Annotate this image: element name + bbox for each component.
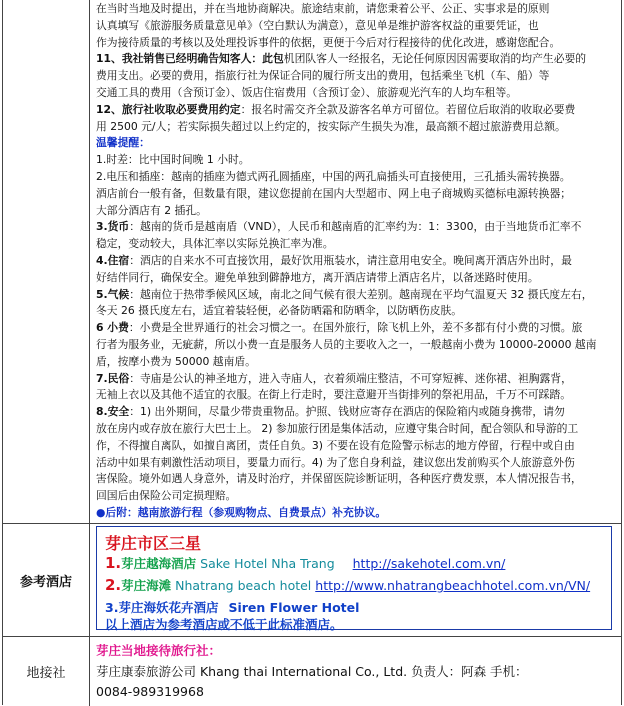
hotel-item-2 [105,576,590,594]
agency-content [90,637,621,706]
terms-section [90,0,621,523]
terms-line [96,103,613,117]
hotel-title: 芽庄市区三星 [105,534,202,553]
terms-line: 回国后由保险公司定损理赔。 [96,489,237,503]
terms-line-heading: 11、我社销售已经明确告知客人：此包 [96,52,284,66]
terms-line: 冬天 26 摄氏度左右，适宜着装轻便，必备防晒霜和防晒伞，以防晒伤皮肤。 [96,304,463,318]
terms-line: ●后附：越南旅游行程（参观购物点、自费景点）补充协议。 [96,506,387,519]
terms-line [96,372,613,386]
terms-line: 费用支出。必要的费用，指旅行社为保证合同的履行所支出的费用，包括乘坐飞机（车、船）等 [96,69,550,83]
hotel-name-en: Nhatrang beach hotel [171,578,312,593]
hotel-name-en: Siren Flower Hotel [228,600,360,615]
hotel-name-cn: 芽庄海妖花卉酒店 [118,600,219,615]
hotel-item-3 [105,598,359,616]
terms-line: 放在房内或存放在旅行大巴士上。 2) 参加旅行团是集体活动，应遵守集合时间，配合领队和导游的工 [96,422,579,435]
agency-label: 地接社 [3,637,90,706]
terms-line: 活动中如果有刺激性活动项目，要量力而行。4) 为了您自身利益，建议您出发前购买个人旅游意外伤 [96,455,575,469]
terms-line [96,405,613,419]
terms-line: 温馨提醒： [96,136,150,150]
hotel-name-cn: 芽庄海滩 [121,578,172,593]
terms-line-body: ：酒店的自来水不可直接饮用，最好饮用瓶装水，请注意用电安全。晚间离开酒店外出时，最 [129,254,572,267]
terms-line-body: ：报名时需交齐全款及游客名单方可留位。若留位后取消的收取必要费 [240,102,576,116]
terms-line: 作，不得擅自离队，如擅自离团，责任自负。3) 不要在设有危险警示标志的地方停留，行程中或自由 [96,438,575,452]
terms-line-body: 机团队客人一经报名，无论任何原因因需要取消的均产生必要的 [283,52,587,66]
terms-line-heading: 5.气候 [96,287,130,301]
terms-line [96,254,613,268]
terms-line [96,288,613,302]
agency-heading: 芽庄当地接待旅行社： [96,643,222,658]
terms-line-heading: 7.民俗 [96,371,130,385]
terms-line: 大部分酒店有 2 插孔。 [96,203,207,217]
terms-line-heading: 12、旅行社收取必要费用约定 [96,102,241,116]
hotel-item-1 [105,554,505,572]
terms-line-body: ：小费是全世界通行的社会习惯之一。在国外旅行，除飞机上外，差不多都有付小费的习惯。旅 [128,321,583,335]
document-page [2,0,622,705]
agency-company: 芽庄康泰旅游公司 Khang thai International Co., Ltd. 负责人：阿森 手机： [96,664,528,679]
terms-line [96,321,613,335]
hotel-label: 参考酒店 [3,524,90,637]
terms-line-heading: 6 小费 [96,321,129,335]
hotel-item-number: 1. [105,554,122,572]
terms-line-heading: 4.住宿 [96,254,130,267]
terms-label-cell [3,0,90,523]
terms-line: 酒店前台一般有备，但数量有限，建议您提前在国内大型超市、网上电子商城购买德标电源转换器； [96,186,572,200]
hotel-item-number: 3. [105,600,119,615]
hotel-item-number: 2. [105,576,122,594]
agency-row [3,636,621,706]
terms-line: 无袖上衣以及其他不适宜的衣服。在街上行走时，要注意避开当街排列的祭祀用品，千万不可踩踏。 [96,388,572,402]
terms-line: 盾，按摩小费为 50000 越南盾。 [96,354,256,368]
terms-line-heading: 3.货币 [96,220,130,234]
terms-line: 稳定，变动较大，具体汇率以实际兑换汇率为准。 [96,237,334,251]
terms-line: 2.电压和插座：越南的插座为德式两孔圆插座，中国的两孔扁插头可直接使用，三孔插头需转换器。 [96,170,571,183]
hotel-row [3,523,621,637]
terms-line-body: ：寺庙是公认的神圣地方，进入寺庙人，衣着须端庄整洁，不可穿短裤、迷你裙、袒胸露背， [129,371,572,385]
hotel-link[interactable]: http://www.nhatrangbeachhotel.com.vn/VN/ [315,578,591,593]
hotel-link[interactable]: http://sakehotel.com.vn/ [352,556,506,571]
hotel-box [96,526,612,630]
terms-line [96,220,613,234]
hotel-name-cn: 芽庄越海酒店 [121,556,197,571]
hotel-content [90,524,621,637]
hotel-note: 以上酒店为参考酒店或不低于此标准酒店。 [105,617,343,632]
terms-line: 在当时当地及时提出，并在当地协商解决。旅途结束前，请您秉着公平、公正、实事求是的原则 [96,2,550,15]
terms-line: 害保险。境外如遇人身意外，请及时治疗，并保留医院诊断证明，各种医疗费发票，本人情况报告书， [96,472,582,486]
terms-line: 1.时差：比中国时间晚 1 小时。 [96,153,250,167]
terms-line: 行者为服务业，无疵薪，所以小费一直是服务人员的主要收入之一，一般越南小费为 10000-20000 越南 [96,338,597,351]
terms-line: 认真填写《旅游服务质量意见单》（空白默认为满意），意见单是维护游客权益的重要凭证，也 [96,18,539,32]
terms-line: 好结伴同行，确保安全。避免单独到僻静地方，离开酒店请带上酒店名片，以备迷路时使用。 [96,270,539,284]
terms-line-heading: 8.安全 [96,405,130,419]
terms-line: 交通工具的费用（含预订金）、饭店住宿费用（含预订金）、旅游观光汽车的人均车租等。 [96,86,518,99]
terms-line-body: ：越南的货币是越南盾（VND），人民币和越南盾的汇率约为：1：3300，由于当地货币汇率不 [129,220,582,234]
terms-line: 用 2500 元/人；若实际损失超过以上约定的，按实际产生损失为准，最高额不超过旅游费用总额。 [96,119,566,133]
agency-phone: 0084-989319968 [96,684,204,699]
terms-line-body: ：越南位于热带季候风区域，南北之间气候有很大差别。越南现在平均气温夏天 32 摄氏度左右， [129,287,593,301]
hotel-name-en: Sake Hotel Nha Trang [196,556,335,571]
terms-line [96,52,613,66]
terms-line: 作为接待质量的考核以及处理投诉事件的依据，更便于今后对行程接待的优化改进，感谢您配合。 [96,35,561,49]
terms-line-body: ：1) 出外期间，尽量少带贵重物品。护照、钱财应寄存在酒店的保险箱内或随身携带，请勿 [129,405,565,419]
